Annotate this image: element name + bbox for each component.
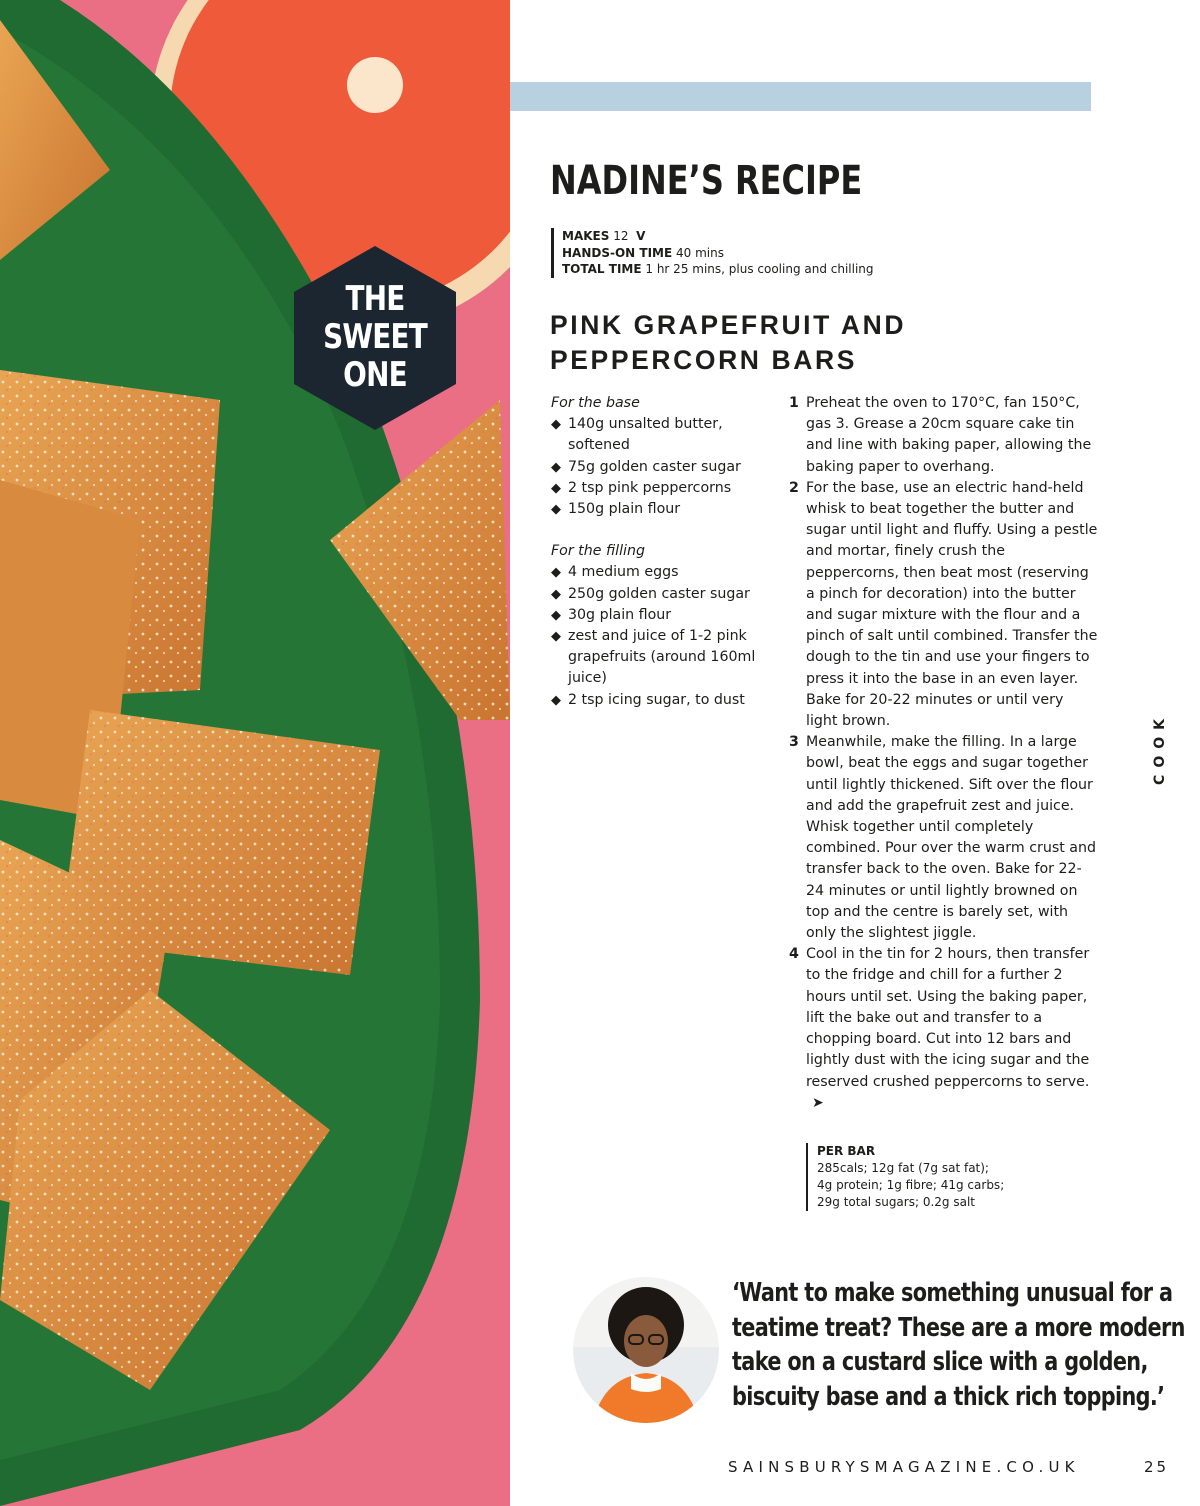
section-tab: COOK: [1152, 712, 1168, 785]
recipe-meta: [551, 228, 874, 278]
page-number: 25: [1144, 1458, 1170, 1476]
nutrition-line: 29g total sugars; 0.2g salt: [817, 1195, 975, 1209]
ingredient-item: ◆ 140g unsalted butter, softened: [551, 414, 761, 456]
author-avatar: [573, 1277, 719, 1423]
method-step: [789, 732, 1099, 944]
footer-website: SAINSBURYSMAGAZINE.CO.UK: [728, 1458, 1080, 1476]
step-number: 1: [789, 395, 799, 411]
step-text: Cool in the tin for 2 hours, then transfer to the fridge and chill for a further 2 hours until set. Using the baking paper, lift the bake out and transfer to a chopping board. Cut into 12 bars and lightly dust with the icing sugar and the reserved crushed peppercorns to serve.: [806, 946, 1090, 1090]
food-illustration: [0, 0, 510, 1506]
recipe-title: [550, 308, 906, 378]
method-step: [789, 393, 1099, 478]
ingredient-item: ◆ 4 medium eggs: [551, 562, 761, 583]
title-line-1: PINK GRAPEFRUIT AND: [550, 310, 907, 340]
base-list: [551, 414, 761, 520]
ingredient-item: ◆ 2 tsp pink peppercorns: [551, 478, 761, 499]
step-number: 4: [789, 946, 799, 963]
the-sweet-one-badge: [294, 246, 456, 430]
ingredient-item: ◆ 250g golden caster sugar: [551, 584, 761, 605]
filling-list: [551, 562, 761, 710]
nutrition-heading: PER BAR: [817, 1144, 876, 1158]
ingredient-item: ◆ 30g plain flour: [551, 605, 761, 626]
step-text: For the base, use an electric hand-held whisk to beat together the butter and sugar until light and fluffy. Using a pestle and mortar, finely crush the peppercorns, then beat most (reserving a pinch for decoration) into the butter and sugar mixture with the flour and a pinch of salt until combined. Transfer the dough to the tin and use your fingers to press it into the base in an even layer. Bake for 20-22 minutes or until very light brown.: [806, 479, 1098, 730]
arrow-right-icon: ➤: [812, 1094, 824, 1111]
accent-bar: [510, 82, 1091, 111]
ingredient-item: ◆ 2 tsp icing sugar, to dust: [551, 690, 761, 711]
step-text: Meanwhile, make the filling. In a large bowl, beat the eggs and sugar together until lightly thickened. Sift over the flour and add the grapefruit zest and juice. Whisk together until completely combined. Pour over the warm crust and transfer back to the oven. Bake for 22-24 minutes or until lightly browned on top and the centre is barely set, with only the slightest jiggle.: [806, 734, 1096, 942]
base-heading: For the base: [551, 395, 640, 411]
makes-value: 12: [613, 229, 629, 243]
badge-line-1: THE: [345, 279, 405, 319]
makes-label: MAKES: [562, 229, 610, 243]
nutrition-info: [806, 1143, 1004, 1211]
step-text: Preheat the oven to 170°C, fan 150°C, gas 3. Grease a 20cm square cake tin and line with baking paper, allowing the baking paper to overhang.: [806, 395, 1092, 475]
step-number: 2: [789, 479, 799, 496]
badge-line-2: SWEET: [323, 317, 427, 357]
badge-line-3: ONE: [343, 355, 407, 395]
quote-line: ‘Want to make something unusual for a: [732, 1278, 1173, 1308]
ingredient-item: ◆ 150g plain flour: [551, 499, 761, 520]
method-step: [789, 478, 1099, 732]
ingredients: [551, 393, 761, 732]
recipe-photo: [0, 0, 510, 1506]
nutrition-line: 285cals; 12g fat (7g sat fat);: [817, 1161, 989, 1175]
quote-line: take on a custard slice with a golden,: [732, 1347, 1148, 1377]
handson-value: 40 mins: [676, 245, 724, 260]
handson-label: HANDS-ON TIME: [562, 245, 673, 260]
total-time-label: TOTAL TIME: [562, 262, 642, 276]
vegetarian-mark: V: [636, 229, 646, 243]
method-steps: [789, 393, 1099, 1114]
author-quote: [732, 1276, 1185, 1414]
recipe-label: NADINE’S RECIPE: [550, 158, 863, 204]
filling-heading: For the filling: [551, 543, 645, 560]
title-line-2: PEPPERCORN BARS: [550, 345, 857, 375]
step-number: 3: [789, 734, 799, 751]
method-step: [789, 944, 1099, 1114]
ingredient-item: ◆ zest and juice of 1-2 pink grapefruits (around 160ml juice): [551, 626, 761, 690]
quote-line: teatime treat? These are a more modern: [732, 1312, 1185, 1343]
ingredient-item: ◆ 75g golden caster sugar: [551, 457, 761, 478]
total-time-value: 1 hr 25 mins, plus cooling and chilling: [645, 262, 874, 276]
quote-line: biscuity base and a thick rich topping.’: [732, 1381, 1165, 1412]
nutrition-line: 4g protein; 1g fibre; 41g carbs;: [817, 1178, 1005, 1192]
